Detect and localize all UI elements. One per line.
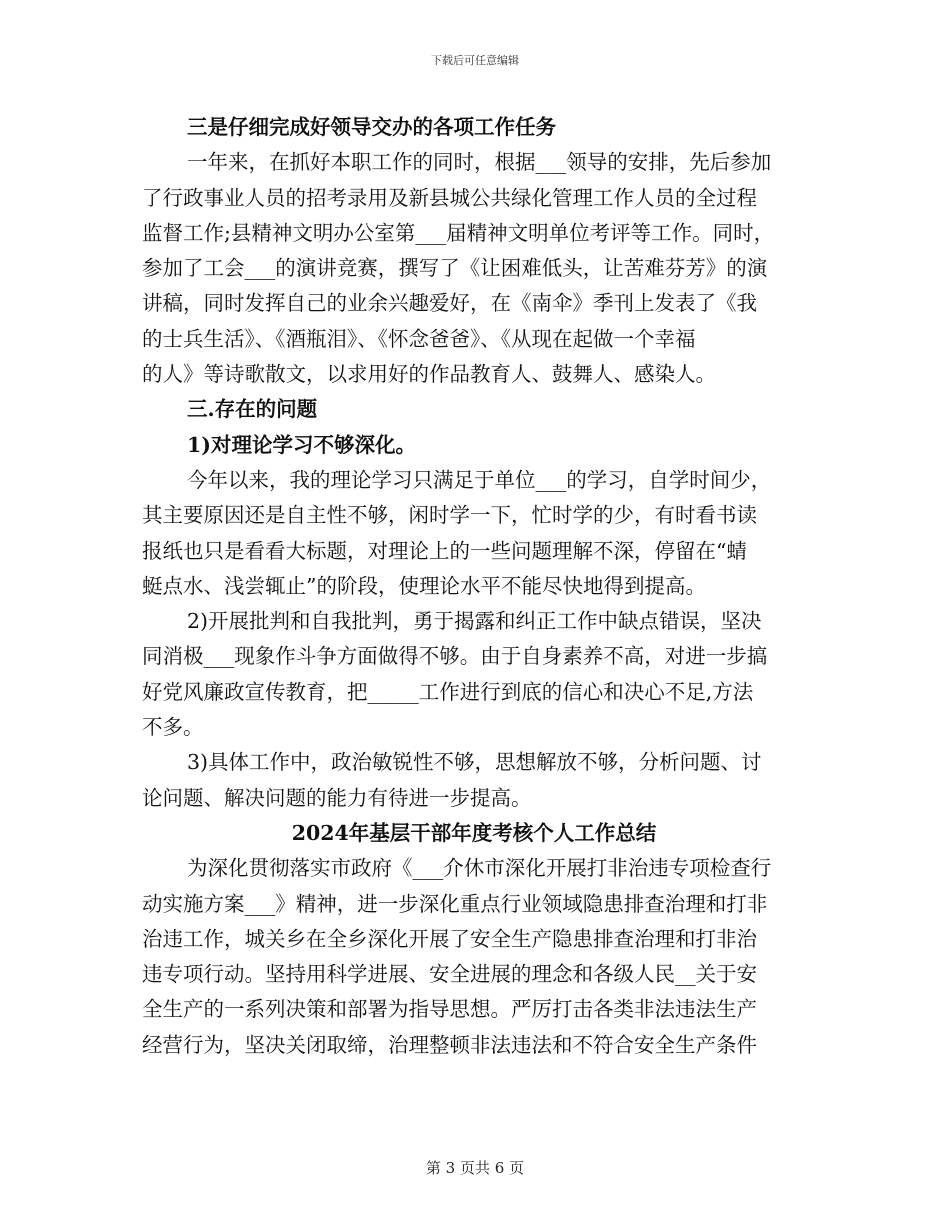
paragraph-line: 报纸也只是看看大标题，对理论上的一些问题理解不深，停留在“蜻 [142,538,747,563]
paragraph-line: 讲稿，同时发挥自己的业余兴趣爱好，在《南伞》季刊上发表了《我 [142,291,757,316]
paragraph-line: 经营行为，坚决关闭取缔，治理整顿非法违法和不符合安全生产条件 [142,1032,757,1057]
page-header: 下载后可任意编辑 [431,54,519,67]
document-title: 2024年基层干部年度考核个人工作总结 [291,820,657,845]
section-heading: 三是仔细完成好领导交办的各项工作任务 [187,115,556,139]
paragraph-line: 全生产的一系列决策和部署为指导思想。严厉打击各类非法违法生产 [142,997,757,1022]
paragraph-line: 的士兵生活》、《酒瓶泪》、《怀念爸爸》、《从现在起做一个幸福 [142,326,696,351]
paragraph-line: 好党风廉政宣传教育，把_____工作进行到底的信心和决心不足,方法 [142,679,754,704]
paragraph-line: 参加了工会___的演讲竞赛，撰写了《让困难低头，让苦难芬芳》的演 [142,256,768,281]
paragraph-line: 为深化贯彻落实市政府《___介休市深化开展打非治违专项检查行 [187,856,772,881]
paragraph-line: 同消极___现象作斗争方面做得不够。由于自身素养不高，对进一步搞 [142,644,768,669]
document-body [142,110,806,1063]
paragraph-line: 动实施方案___》精神，进一步深化重点行业领域隐患排查治理和打非 [142,891,768,916]
paragraph-line: 蜓点水、浅尝辄止”的阶段，使理论水平不能尽快地得到提高。 [142,573,706,598]
section-heading: 三.存在的问题 [187,397,318,422]
paragraph-line: 违专项行动。坚持用科学进展、安全进展的理念和各级人民__关于安 [142,962,757,987]
page-footer: 第 3 页共 6 页 [425,1159,525,1177]
paragraph-line: 治违工作，城关乡在全乡深化开展了安全生产隐患排查治理和打非治 [142,926,757,951]
paragraph-line: 今年以来，我的理论学习只满足于单位___的学习，自学时间少， [187,467,772,492]
paragraph-line: 监督工作;县精神文明办公室第___届精神文明单位考评等工作。同时， [142,220,775,245]
paragraph-line: 论问题、解决问题的能力有待进一步提高。 [142,785,532,810]
paragraph-line: 3)具体工作中，政治敏锐性不够，思想解放不够，分析问题、讨 [187,750,762,775]
paragraph-line: 2)开展批判和自我批判，勇于揭露和纠正工作中缺点错误，坚决 [187,609,762,634]
paragraph-line: 了行政事业人员的招考录用及新县城公共绿化管理工作人员的全过程 [142,185,757,210]
paragraph-line: 不多。 [142,715,204,740]
paragraph-line: 其主要原因还是自主性不够，闲时学一下，忙时学的少，有时看书读 [142,503,757,528]
paragraph-line: 一年来，在抓好本职工作的同时，根据___领导的安排，先后参加 [187,150,772,175]
section-heading: 1)对理论学习不够深化。 [187,432,416,457]
paragraph-line: 的人》等诗歌散文，以求用好的作品教育人、鼓舞人、感染人。 [142,362,716,387]
